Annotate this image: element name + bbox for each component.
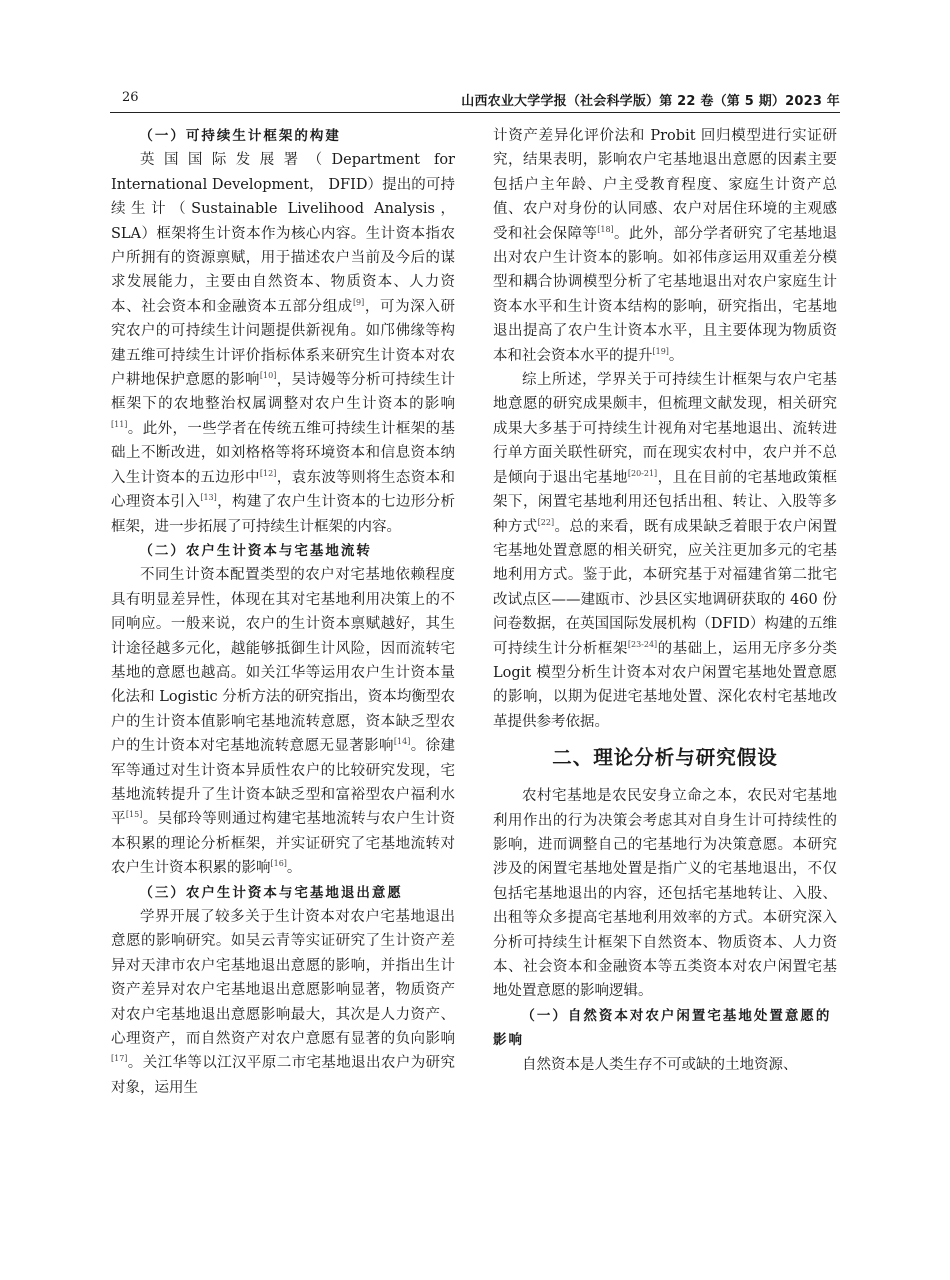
citation: [23-24] — [627, 639, 658, 649]
left-column — [111, 124, 455, 1100]
right-column — [493, 124, 837, 1077]
section-heading: 二、理论分析与研究假设 — [552, 746, 778, 770]
subsection-heading-1: （一）可持续生计框架的构建 — [139, 128, 341, 144]
paragraph: 英国国际发展署（Department for International Development， DFID）提出的可持续生计（Sustainable Livelihood Analysis， SLA）框架将生计资本作为核心内容。生计资本指农户所拥有的资源禀赋，用于描述农户当前及今后的谋求发展能力，主要由自然资本、物质资本、人力资本、社会资本和金融资本五部分组成[9]，可为深入研究农户的可持续生计问题提供新视角。如邝佛缘等构建五维可持续生计评价指标体系来研究生计资本对农户耕地保护意愿的影响[10]，吴诗嫚等分析可持续生计框架下的农地整治权属调整对农户生计资本的影响[11]。此外，一些学者在传统五维可持续生计框架的基础上不断改进，如刘格格等将环境资本和信息资本纳入生计资本的五边形中[12]，袁东波等则将生态资本和心理资本引入[13]，构建了农户生计资本的七边形分析框架，进一步拓展了可持续生计框架的内容。 — [111, 152, 456, 535]
running-header — [110, 88, 840, 113]
paragraph: 不同生计资本配置类型的农户对宅基地依赖程度具有明显差异性，体现在其对宅基地利用决策上的不同响应。一般来说，农户的生计资本禀赋越好，其生计途径越多元化，越能够抵御生计风险，因而流转宅基地的意愿也越高。如关江华等运用农户生计资本量化法和 Logistic 分析方法的研究指出，资本均衡型农户的生计资本值影响宅基地流转意愿，资本缺乏型农户的生计资本对宅基地流转意愿无显著影响[14]。徐建军等通过对生计资本异质性农户的比较研究发现，宅基地流转提升了生计资本缺乏型和富裕型农户福利水平[15]。吴郁玲等则通过构建宅基地流转与农户生计资本积累的理论分析框架，并实证研究了宅基地流转对农户生计资本积累的影响[16]。 — [111, 567, 456, 877]
paragraph: 自然资本是人类生存不可或缺的土地资源、 — [522, 1056, 798, 1073]
citation: [11] — [111, 420, 128, 430]
citation: [18] — [597, 224, 614, 234]
journal-title: 山西农业大学学报（社会科学版）第 22 卷（第 5 期）2023 年 — [461, 94, 840, 109]
citation: [9] — [352, 298, 365, 308]
paragraph: 学界开展了较多关于生计资本对农户宅基地退出意愿的影响研究。如吴云青等实证研究了生计资产差异对天津市农户宅基地退出意愿的影响，并指出生计资产差异对农户宅基地退出意愿影响显著，物质资产对农户宅基地退出意愿影响最大，其次是人力资产、心理资产，而自然资产对农户意愿有显著的负向影响[17]。关江华等以江汉平原二市宅基地退出农户为研究对象，运用生 — [111, 909, 455, 1096]
citation: [17] — [111, 1054, 128, 1064]
subsection-heading-4: （一）自然资本对农户闲置宅基地处置意愿的影响 — [493, 1007, 832, 1049]
citation: [13] — [200, 493, 217, 503]
page-number: 26 — [122, 90, 139, 105]
paragraph: 计资产差异化评价法和 Probit 回归模型进行实证研究，结果表明，影响农户宅基地退出意愿的因素主要包括户主年龄、户主受教育程度、家庭生计资产总值、农户对身份的认同感、农户对居住环境的主观感受和社会保障等[18]。此外，部分学者研究了宅基地退出对农户生计资本的影响。如祁伟彦运用双重差分模型和耦合协调模型分析了宅基地退出对农户家庭生计资本水平和生计资本结构的影响，研究指出，宅基地退出提高了农户生计资本水平，且主要体现为物质资本和社会资本水平的提升[19]。 — [493, 128, 838, 364]
paragraph: 农村宅基地是农民安身立命之本，农民对宅基地利用作出的行为决策会考虑其对自身生计可持续性的影响，进而调整自己的宅基地行为决策意愿。本研究涉及的闲置宅基地处置是指广义的宅基地退出，不仅包括宅基地退出的内容，还包括宅基地转让、入股、出租等众多提高宅基地利用效率的方式。本研究深入分析可持续生计框架下自然资本、物质资本、人力资本、社会资本和金融资本等五类资本对农户闲置宅基地处置意愿的影响逻辑。 — [493, 788, 837, 1000]
citation: [20-21] — [627, 468, 658, 478]
citation: [12] — [259, 468, 277, 478]
citation: [22] — [537, 517, 555, 527]
citation: [15] — [125, 810, 143, 820]
citation: [14] — [393, 737, 411, 747]
citation: [19] — [652, 346, 669, 356]
paragraph: 综上所述，学界关于可持续生计框架与农户宅基地意愿的研究成果颇丰，但梳理文献发现，相关研究成果大多基于可持续生计视角对宅基地退出、流转进行单方面关联性研究，而在现实农村中，农户并不总是倾向于退出宅基地[20-21]，且在目前的宅基地政策框架下，闲置宅基地利用还包括出租、转让、入股等多种方式[22]。总的来看，既有成果缺乏着眼于农户闲置宅基地处置意愿的相关研究，应关注更加多元的宅基地利用方式。鉴于此，本研究基于对福建省第二批宅改试点区——建瓯市、沙县区实地调研获取的 460 份问卷数据，在英国国际发展机构（DFID）构建的五维可持续生计分析框架[23-24]的基础上，运用无序多分类 Logit 模型分析生计资本对农户闲置宅基地处置意愿的影响，以期为促进宅基地处置、深化农村宅基地改革提供参考依据。 — [493, 372, 838, 730]
citation: [10] — [259, 371, 277, 381]
subsection-heading-3: （三）农户生计资本与宅基地退出意愿 — [139, 884, 403, 901]
subsection-heading-2: （二）农户生计资本与宅基地流转 — [139, 542, 372, 559]
citation: [16] — [270, 859, 287, 869]
